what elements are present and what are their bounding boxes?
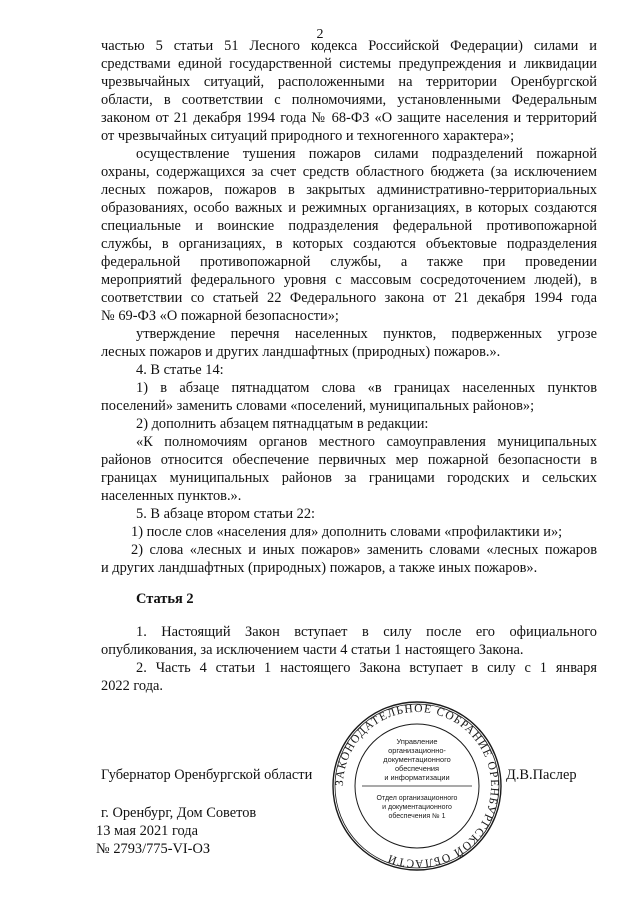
text-line: 2) слова «лесных и иных пожаров» заменить словами «лесных пожаров [131, 542, 597, 558]
text-line: 2022 года. [101, 678, 164, 694]
text-line: области, в соответствии с полномочиями, установленными Федеральным [101, 92, 597, 108]
svg-text:Управление: Управление [396, 737, 438, 746]
article-heading: Статья 2 [136, 591, 194, 607]
text-line: образованиях, особо важных и режимных организациях, в которых создаются [101, 200, 597, 216]
text-line: «К полномочиям органов местного самоуправления муниципальных [136, 434, 597, 450]
text-line: утверждение перечня населенных пунктов, подверженных угрозе [136, 326, 597, 342]
text-line: лесных пожаров и других ландшафтных (природных) пожаров.». [101, 344, 501, 360]
governor-name: Д.В.Паслер [506, 767, 577, 783]
text-line: 4. В статье 14: [136, 362, 224, 378]
text-line: 2) дополнить абзацем пятнадцатым в редакции: [136, 416, 429, 432]
text-line: соответствии со статьей 22 Федерального закона от 21 декабря 1994 года [101, 290, 597, 306]
text-line: средствами единой государственной системы предупреждения и ликвидации [101, 56, 597, 72]
svg-text:и информатизации: и информатизации [384, 773, 450, 782]
text-line: частью 5 статьи 51 Лесного кодекса Российской Федерации) силами и [101, 38, 597, 54]
text-line: специальные и воинские подразделения федеральной противопожарной [101, 218, 597, 234]
svg-text:ЗАКОНОДАТЕЛЬНОЕ СОБРАНИЕ ОРЕНБ: ЗАКОНОДАТЕЛЬНОЕ СОБРАНИЕ ОРЕНБУРГСКОЙ ОБЛАСТИ [333, 702, 501, 870]
official-seal [330, 700, 504, 872]
svg-text:обеспечения № 1: обеспечения № 1 [388, 813, 446, 820]
text-line: мероприятий федерального уровня с массовым сосредоточением людей), в [101, 272, 597, 288]
text-line: охраны, содержащихся за счет средств областного бюджета (за исключением [101, 164, 597, 180]
page-number: 2 [316, 27, 324, 42]
svg-text:и документационного: и документационного [382, 804, 452, 811]
text-line: 1. Настоящий Закон вступает в силу после его официального [136, 624, 597, 640]
signing-place: г. Оренбург, Дом Советов [101, 805, 257, 821]
text-line: поселений» заменить словами «поселений, муниципальных районов»; [101, 398, 535, 414]
text-line: законом от 21 декабря 1994 года № 68-ФЗ «О защите населения и территорий [101, 110, 597, 126]
text-line: 2. Часть 4 статьи 1 настоящего Закона вступает в силу с 1 января [136, 660, 597, 676]
text-line: № 69-ФЗ «О пожарной безопасности»; [101, 308, 339, 324]
svg-text:обеспечения: обеспечения [394, 764, 440, 773]
svg-text:Отдел организационного: Отдел организационного [376, 795, 458, 802]
text-line: населенных пунктов.». [101, 488, 242, 504]
text-line: чрезвычайных ситуаций, расположенными на территории Оренбургской [101, 74, 597, 90]
svg-text:документационного: документационного [383, 755, 451, 764]
text-line: районов относится обеспечение первичных мер пожарной безопасности в [101, 452, 597, 468]
text-line: службы, в организациях, в которых создаются объектовые подразделения [101, 236, 597, 252]
text-line: осуществление тушения пожаров силами подразделений пожарной [136, 146, 597, 162]
text-line: 1) после слов «населения для» дополнить словами «профилактики и»; [131, 524, 563, 540]
law-number: № 2793/775-VI-ОЗ [96, 841, 211, 857]
governor-title: Губернатор Оренбургской области [101, 767, 313, 783]
signing-date: 13 мая 2021 года [96, 823, 199, 839]
text-line: границах муниципальных районов за границами городских и сельских [101, 470, 597, 486]
text-line: от чрезвычайных ситуаций природного и техногенного характера»; [101, 128, 515, 144]
text-line: 5. В абзаце втором статьи 22: [136, 506, 316, 522]
text-line: и других ландшафтных (природных) пожаров, а также иных пожаров». [101, 560, 538, 576]
text-line: лесных пожаров, пожаров в закрытых административно-территориальных [101, 182, 597, 198]
text-line: федеральной противопожарной службы, а также при проведении [101, 254, 597, 270]
text-line: опубликования, за исключением части 4 статьи 1 настоящего Закона. [101, 642, 524, 658]
text-line: 1) в абзаце пятнадцатом слова «в границах населенных пунктов [136, 380, 597, 396]
svg-text:организационно-: организационно- [388, 746, 446, 755]
